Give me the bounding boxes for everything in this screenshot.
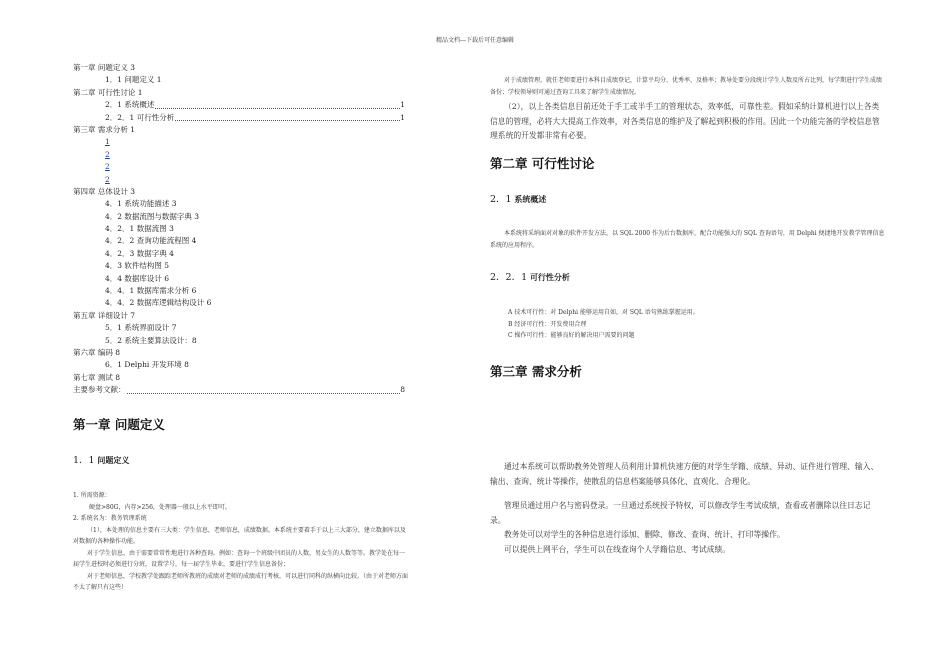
paragraph: 通过本系统可以帮助教务处管理人员利用计算机快速方便的对学生学籍、成绩、异动、证件进行管理、输入、输出、查询、统计等操作，使散乱的信息档案能够具体化、直观化、合理化。 [490,462,879,486]
paragraph: 1. 所需资源： [73,492,111,499]
toc-entry-text: 2 [105,174,110,184]
toc-entry [73,248,408,260]
paragraph: （1），本处理的信息主要有三大类：学生信息，老师信息，成绩数据。本系统主要着手于以上三大部分，建立数据库以及对数据的各种操作功能。 [73,526,406,545]
toc-entry-text: 2 [105,149,110,159]
toc-entry-text: 4．3 软件结构图 5 [105,261,170,271]
toc-link[interactable] [73,161,408,173]
toc-entry-text: 4．2 数据流图与数据字典 3 [105,211,200,221]
page-header: 精品文档---下载后可任意编辑 [435,37,515,44]
toc-entry [73,87,408,99]
toc-link[interactable] [73,136,408,148]
section-number: 1．1 [73,455,95,466]
section-title: 问题定义 [97,456,130,465]
toc-entry-text: 2．1 系统概述 [105,100,155,110]
toc-entry [73,347,408,359]
toc-link[interactable] [73,149,408,161]
toc-entry-text: 4．4 数据库设计 6 [105,273,170,283]
toc-entry-text: 4．2．2 查询功能流程图 4 [105,236,197,246]
toc-entry-text: 主要参考文献： [73,385,126,395]
toc-entry-text: 第一章 问题定义 3 [73,63,136,72]
toc-entry [73,384,408,396]
section-2-1-heading [490,191,546,205]
paragraph: 对于学生信息，由于需要常常性地进行各种查询。例如：查询一个班级中团员的人数，男女生的人数等等。教学处在每一届学生进校时必须进行分班，设置学号，每一届学生毕业，要进行学生信息备份； [73,549,406,568]
toc-entry [73,124,408,136]
toc-entry-text: 第五章 详细设计 7 [73,310,136,320]
toc-entry [73,235,408,247]
paragraph: 对于老师信息，学校教学处跟踪老师所教班的成绩对老师的成绩成行考核，可以进行同科的纵横向比较。（由于对老师方面不太了解只有这些） [73,572,409,591]
section-number: 2．1 [490,194,512,205]
toc-entry-text: 4．4．1 数据库需求分析 6 [105,286,197,296]
list-item: C 操作可行性：能够良好的解决用户需要的问题 [508,332,635,339]
toc-entry [73,198,408,210]
toc-entry [73,112,408,124]
toc-entry-text: 2．2．1 可行性分析 [105,112,175,122]
toc-entry-text: 5．1 系统界面设计 7 [105,323,177,333]
toc-entry [73,62,408,74]
toc-entry-text: 第六章 编码 8 [73,347,121,357]
toc-entry-text: 1 [105,137,110,147]
list-item: B 经济可行性：开发费用合理 [508,320,587,328]
toc-entry [73,359,408,371]
left-column [73,62,409,591]
toc-entry-text: 4．2．1 数据流图 3 [105,224,174,234]
section-title: 系统概述 [514,195,547,204]
chapter-3-body [490,460,885,557]
toc-entry [73,273,408,285]
toc-entry [73,223,408,235]
toc-entry [73,310,408,322]
table-of-contents [73,62,408,397]
toc-entry-text: 第四章 总体设计 3 [73,186,136,196]
paragraph: （2），以上各类信息目前还处于手工或半手工的管理状态，效率低，可靠性差。假如采纳计算机进行以上各类信息的管理，必将大大提高工作效率，对各类信息的维护及了解起到积极的作用。因此一个功能完备的学校信息管理系统的开发都非常有必要。 [490,102,880,140]
feasibility-list [508,307,883,342]
toc-entry-text: 第七章 测试 8 [73,372,121,382]
toc-entry-text: 4．4．2 数据库逻辑结构设计 6 [105,298,212,308]
paragraph: 硬盘>80G，内存>256，处理器一般以上水平即可。 [89,503,231,511]
chapter-2-heading: 第二章 可行性讨论 [490,156,595,171]
toc-page-number: 8 [400,384,405,396]
toc-entry [73,285,408,297]
toc-page-number: 1 [400,112,405,124]
paragraph: 可以提供上网平台，学生可以在线查询个人学籍信息、考试成绩。 [504,544,731,554]
section-number: 2．2．1 [490,272,528,283]
toc-entry-text: 2 [105,162,110,172]
toc-entry [73,297,408,309]
toc-entry-text: 6．1 Delphi 开发环境 8 [105,360,189,370]
paragraph: 教务处可以对学生的各种信息进行添加、删除、修改、查询、统计、打印等操作。 [504,530,785,539]
toc-entry-text: 第三章 需求分析 1 [73,124,136,134]
section-1-1-heading [73,452,129,466]
paragraph: 2. 系统名为：教务管理系统 [73,515,147,522]
toc-page-number: 1 [400,99,405,111]
toc-entry [73,335,408,347]
section-2-2-1-heading [490,269,570,283]
toc-entry [73,372,408,384]
toc-entry [73,211,408,223]
toc-link[interactable] [73,174,408,186]
section-title: 可行性分析 [529,273,570,282]
chapter-1-body [73,490,408,594]
toc-entry-text: 5．2 系统主要算法设计：8 [105,335,197,345]
chapter-1-heading: 第一章 问题定义 [73,417,165,432]
toc-entry [73,99,408,111]
list-item: A 技术可行性：对 Delphi 能够运用自如，对 SQL 语句熟练掌握运用。 [508,309,699,316]
paragraph: 管理员通过用户名与密码登录。一旦通过系统授予特权，可以修改学生考试成绩，查看或者删除以往日志记录。 [490,501,871,525]
toc-entry [73,74,408,86]
toc-entry [73,186,408,198]
paragraph: 本系统将采纳面对对象的软件开发方法，以 SQL 2000 作为后台数据库，配合功能强大的 SQL 查询语句，用 Delphi 便捷地开发教学管理信息系统的应用程序。 [490,230,885,249]
toc-entry [73,322,408,334]
toc-entry-text: 1．1 问题定义 1 [105,75,162,85]
toc-entry-text: 4．1 系统功能描述 3 [105,199,177,209]
chapter-3-heading: 第三章 需求分析 [490,364,582,379]
paragraph: 对于成绩管理，就任老师要进行本科目成绩登记，计算平均分、优秀率、及格率；教导处要分段统计学生人数及所占比列，每学期进行学生成绩备份；学校领导则可通过查询工具来了解学生成绩情况。 [490,77,883,96]
toc-entry [73,260,408,272]
toc-entry-text: 4．2．3 数据字典 4 [105,248,174,258]
toc-entry-text: 第二章 可行性讨论 1 [73,87,143,97]
